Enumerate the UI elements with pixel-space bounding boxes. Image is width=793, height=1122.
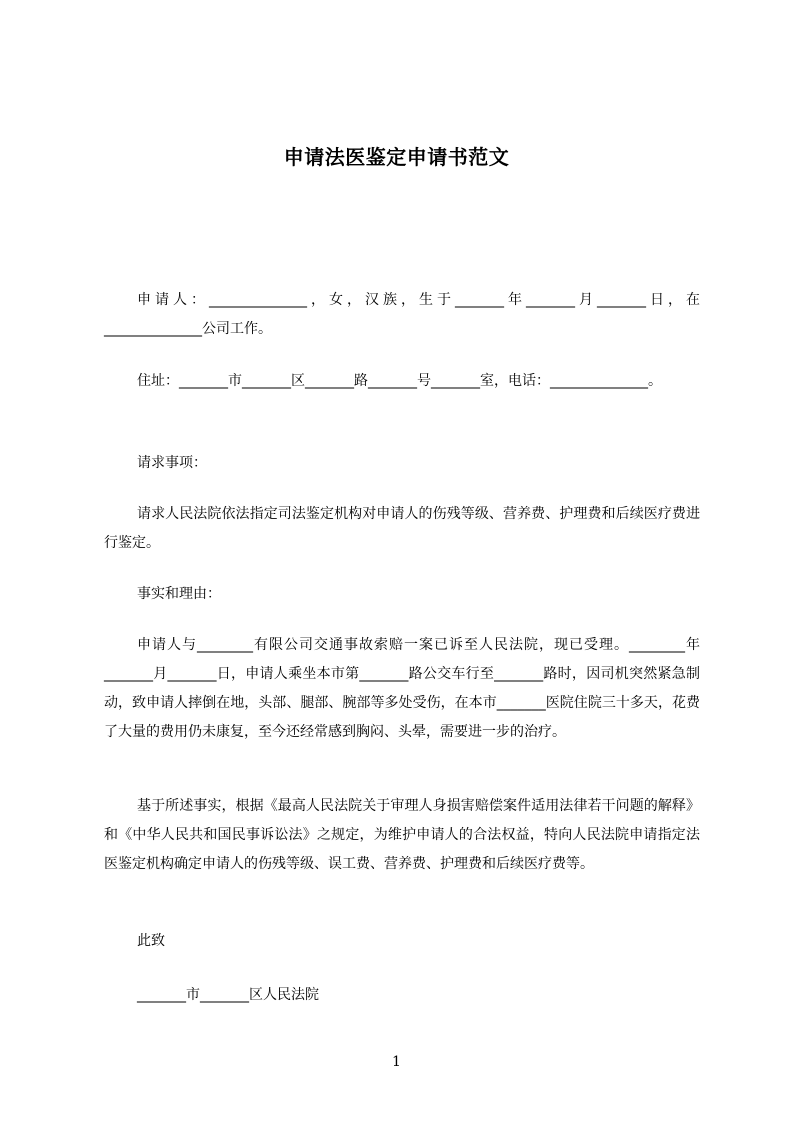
address-paragraph: 住址：_______市_______区_______路_______号_______室，电话：______________。 [137,373,662,389]
facts-paragraph: 申请人与________有限公司交通事故索赔一案已诉至人民法院，现已受理。________年_______月_______日，申请人乘坐本市第_______路公交车行至_______路时，因司机突然紧急制动，致申请人摔倒在地，头部、腿部、腕部等多处受伤，在本市_______医院住院三十多天，花费了大量的费用仍未康复，至今还经常感到胸闷、头晕，需要进一步的治疗。 [104,637,700,740]
court-addressee: _______市_______区人民法院 [137,987,319,1003]
request-heading: 请求事项： [137,455,207,471]
closing-text: 此致 [137,933,165,949]
page-number: 1 [392,1054,401,1070]
document-title: 申请法医鉴定申请书范文 [283,145,510,169]
facts-heading: 事实和理由： [137,586,221,602]
request-paragraph: 请求人民法院依法指定司法鉴定机构对申请人的伤残等级、营养费、护理费和后续医疗费进行鉴定。 [104,506,700,551]
basis-paragraph: 基于所述事实，根据《最高人民法院关于审理人身损害赔偿案件适用法律若干问题的解释》和《中华人民共和国民事诉讼法》之规定，为维护申请人的合法权益，特向人民法院申请指定法医鉴定机构确定申请人的伤残等级、误工费、营养费、护理费和后续医疗费等。 [104,798,700,872]
applicant-paragraph: 申请人：______________，女，汉族，生于_______年_______月_______日，在______________公司工作。 [104,292,700,337]
